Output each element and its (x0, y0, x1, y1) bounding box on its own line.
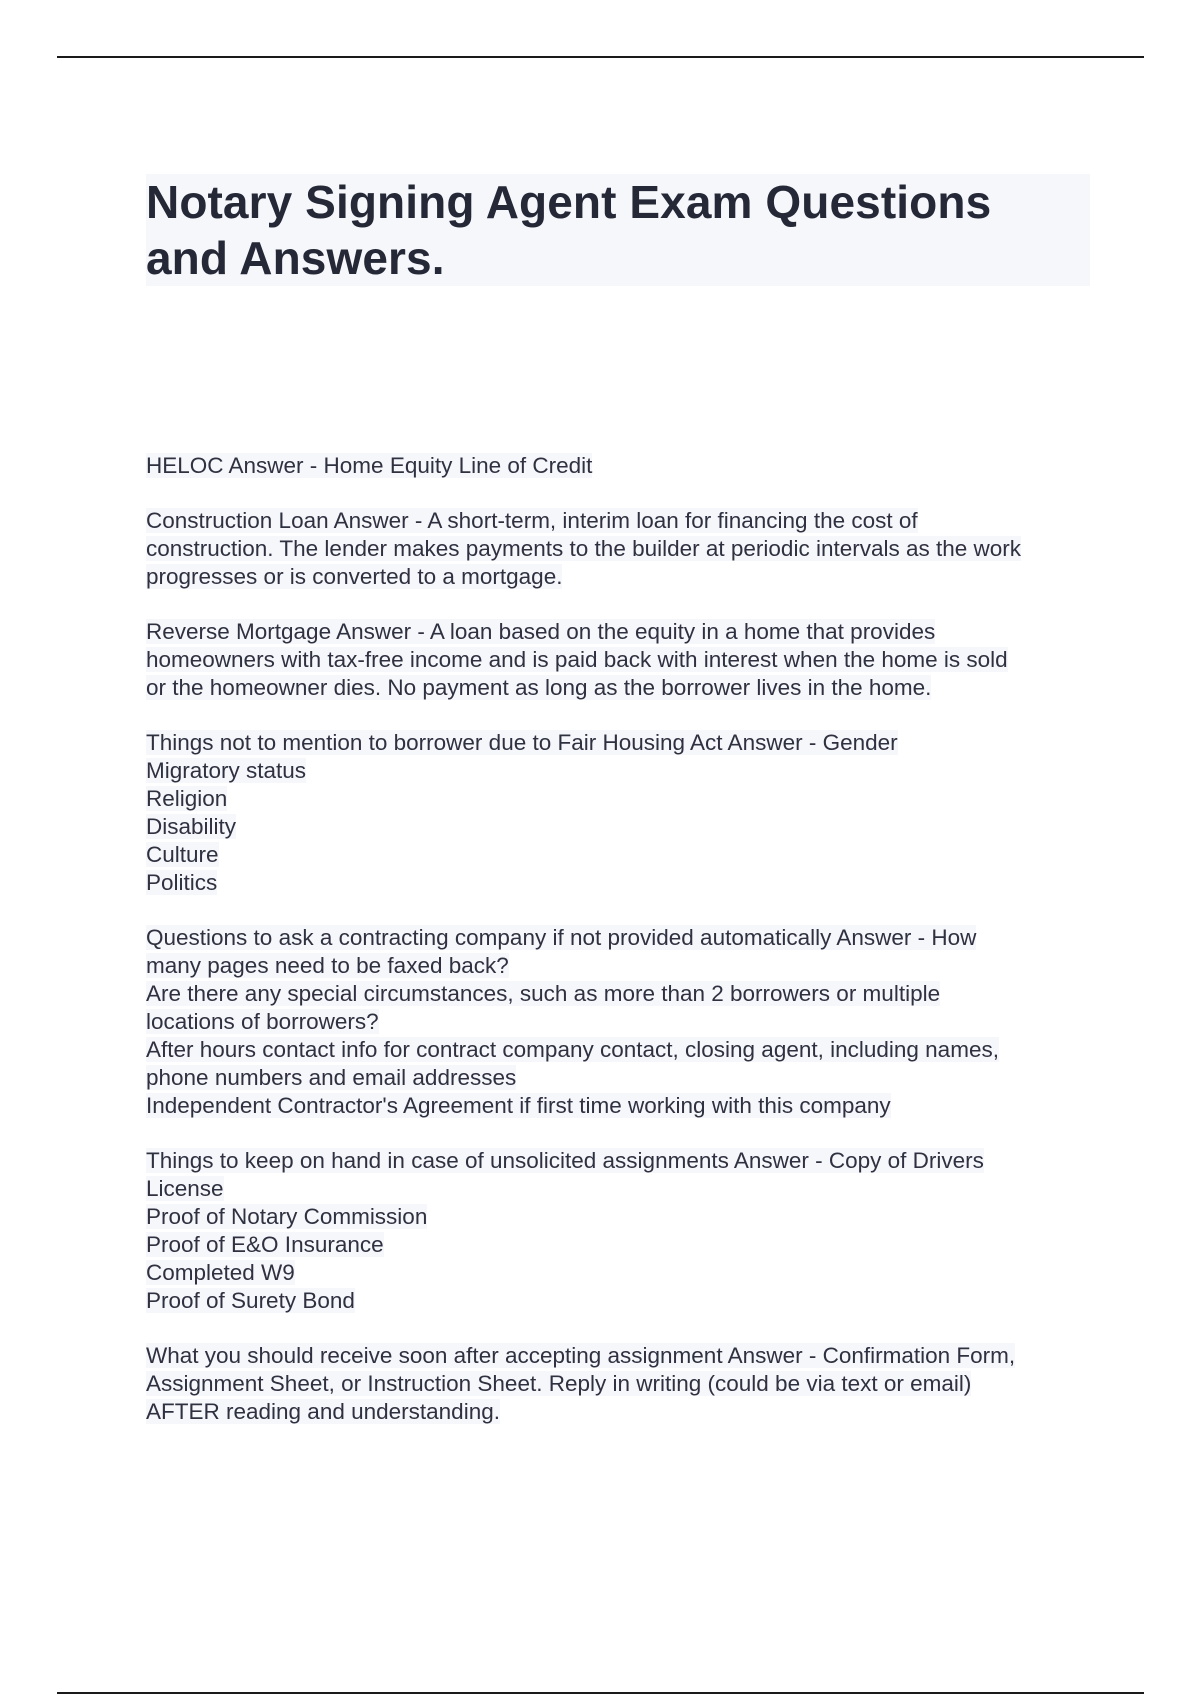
qa-line: Are there any special circumstances, such as more than 2 borrowers or multiple (146, 981, 941, 1006)
qa-line: Assignment Sheet, or Instruction Sheet. Reply in writing (could be via text or email) (146, 1371, 972, 1396)
document-title (146, 174, 1090, 286)
qa-line: Religion (146, 786, 228, 811)
title-block (146, 174, 1090, 286)
qa-line: homeowners with tax-free income and is paid back with interest when the home is sold (146, 647, 1008, 672)
qa-line: Things not to mention to borrower due to Fair Housing Act Answer - Gender (146, 730, 898, 755)
qa-entry-fair-housing (146, 729, 1096, 897)
qa-line: Proof of E&O Insurance (146, 1232, 384, 1257)
top-rule (57, 56, 1144, 58)
bottom-rule (57, 1692, 1144, 1694)
qa-entry-after-accepting (146, 1342, 1096, 1426)
qa-line: Independent Contractor's Agreement if first time working with this company (146, 1093, 891, 1118)
qa-line: What you should receive soon after accepting assignment Answer - Confirmation Form, (146, 1343, 1016, 1368)
qa-list (146, 452, 1096, 1453)
qa-line: Migratory status (146, 758, 307, 783)
qa-line: Questions to ask a contracting company if not provided automatically Answer - How (146, 925, 977, 950)
qa-line: Reverse Mortgage Answer - A loan based on the equity in a home that provides (146, 619, 936, 644)
qa-line: Construction Loan Answer - A short-term, interim loan for financing the cost of (146, 508, 918, 533)
qa-line: Disability (146, 814, 237, 839)
qa-line: phone numbers and email addresses (146, 1065, 517, 1090)
qa-line: locations of borrowers? (146, 1009, 379, 1034)
qa-entry-heloc (146, 452, 1096, 480)
qa-line: Politics (146, 870, 218, 895)
qa-line: progresses or is converted to a mortgage. (146, 564, 563, 589)
qa-line: AFTER reading and understanding. (146, 1399, 500, 1424)
title-line: and Answers. (146, 232, 445, 284)
qa-entry-contracting-company (146, 924, 1096, 1120)
qa-line: Things to keep on hand in case of unsolicited assignments Answer - Copy of Drivers (146, 1148, 984, 1173)
qa-line: License (146, 1176, 224, 1201)
qa-line: Proof of Notary Commission (146, 1204, 428, 1229)
qa-entry-unsolicited-assignments (146, 1147, 1096, 1315)
title-line: Notary Signing Agent Exam Questions (146, 176, 992, 228)
qa-line: Culture (146, 842, 219, 867)
qa-line: HELOC Answer - Home Equity Line of Credit (146, 453, 593, 478)
qa-line: Completed W9 (146, 1260, 295, 1285)
qa-entry-construction-loan (146, 507, 1096, 591)
qa-line: Proof of Surety Bond (146, 1288, 355, 1313)
qa-line: many pages need to be faxed back? (146, 953, 509, 978)
qa-line: construction. The lender makes payments to the builder at periodic intervals as the work (146, 536, 1022, 561)
qa-entry-reverse-mortgage (146, 618, 1096, 702)
qa-line: After hours contact info for contract company contact, closing agent, including names, (146, 1037, 999, 1062)
qa-line: or the homeowner dies. No payment as long as the borrower lives in the home. (146, 675, 932, 700)
